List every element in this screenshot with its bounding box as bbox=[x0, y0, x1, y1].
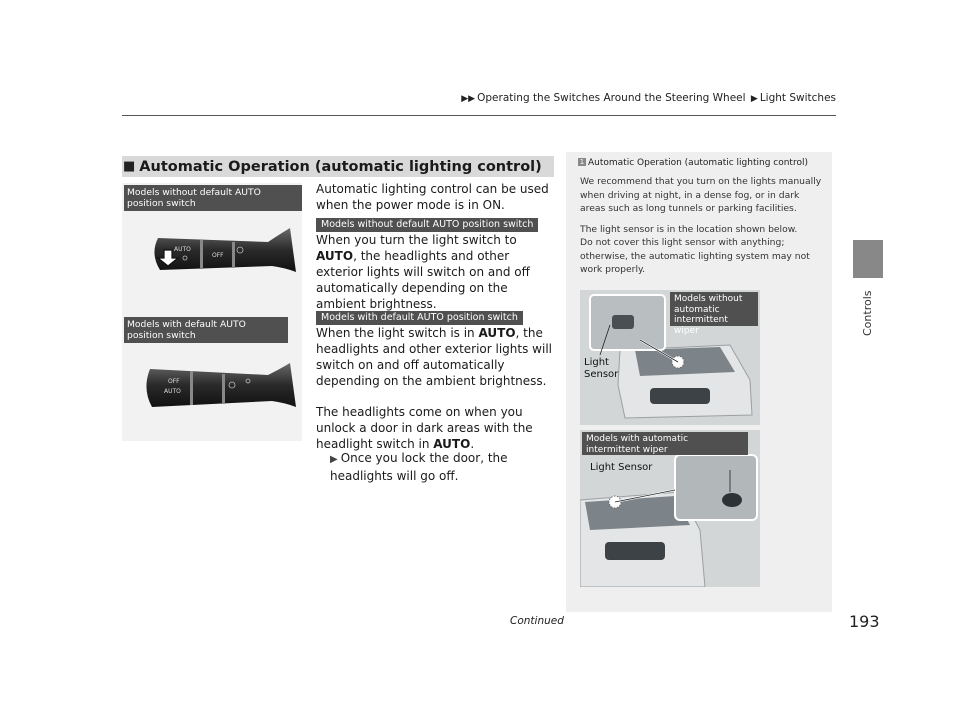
breadcrumb-part-2: Light Switches bbox=[759, 92, 836, 104]
tag-without-default-auto: Models without default AUTO position switch bbox=[316, 218, 538, 232]
bullet-item: ▶ Once you lock the door, the headlights will go off. bbox=[330, 451, 508, 483]
note-number-icon: 1 bbox=[579, 158, 585, 166]
light-sensor-label-2: Light Sensor bbox=[590, 462, 653, 473]
side-note-title: 1 Automatic Operation (automatic lighting control) bbox=[579, 158, 808, 168]
figure-tag-with-auto: Models with default AUTO position switch bbox=[124, 317, 288, 343]
tag-with-auto-wiper: Models with automatic intermittent wiper bbox=[582, 432, 748, 455]
side-note-text: We recommend that you turn on the lights manually when driving at night, in a dense fog, or in dark areas such as long tunnels or parking facilities. The light sensor is in the location shown below. Do not cover this light sensor with anything; otherwise, the automatic lighting system may not work properly. bbox=[580, 176, 822, 275]
side-tab-label: Controls bbox=[861, 290, 874, 336]
side-tab-marker bbox=[853, 240, 883, 278]
svg-text:OFF: OFF bbox=[168, 378, 180, 385]
svg-text:AUTO: AUTO bbox=[174, 246, 191, 253]
tag-with-default-auto: Models with default AUTO position switch bbox=[316, 311, 523, 325]
arrow-icon: ▶ bbox=[750, 94, 758, 104]
section-title: Automatic Operation (automatic lighting control) bbox=[139, 158, 542, 175]
paragraph-unlock: The headlights come on when you unlock a door in dark areas with the headlight switch in AUTO. bbox=[316, 405, 533, 451]
continued-label: Continued bbox=[510, 615, 564, 627]
breadcrumb-part-1: Operating the Switches Around the Steering Wheel bbox=[477, 92, 746, 104]
paragraph-with-auto: When the light switch is in AUTO, the headlights and other exterior lights will switch on and off automatically depending on the ambient brightness. bbox=[316, 326, 552, 388]
page-number: 193 bbox=[849, 612, 880, 631]
intro-paragraph: Automatic lighting control can be used when the power mode is in ON. bbox=[316, 182, 549, 212]
breadcrumb bbox=[0, 92, 836, 104]
svg-text:OFF: OFF bbox=[212, 252, 224, 259]
double-arrow-icon: ▶▶ bbox=[461, 94, 476, 104]
section-heading bbox=[122, 156, 554, 177]
svg-text:AUTO: AUTO bbox=[164, 388, 181, 395]
figure-tag-without-auto: Models without default AUTO position switch bbox=[124, 185, 302, 211]
triangle-bullet-icon: ▶ bbox=[330, 454, 338, 465]
light-sensor-label-1: Light Sensor bbox=[584, 357, 619, 380]
light-switch-stalk-illustration-1 bbox=[140, 220, 300, 290]
tag-without-auto-wiper: Models without automatic intermittent wiper bbox=[670, 292, 758, 326]
header-rule bbox=[122, 115, 836, 116]
square-bullet-icon: ■ bbox=[123, 159, 136, 174]
paragraph-without-auto: When you turn the light switch to AUTO, the headlights and other exterior lights will switch on and off automatically depending on the ambient brightness. bbox=[316, 233, 530, 311]
light-switch-stalk-illustration-2 bbox=[140, 355, 300, 425]
